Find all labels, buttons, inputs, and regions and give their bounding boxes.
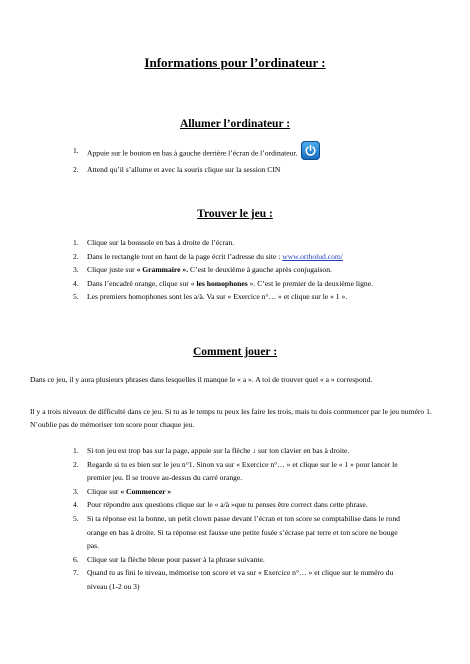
item-text: Dans l’encadré orange, clique sur « bbox=[87, 278, 197, 288]
list-item: 3. Clique juste sur « Grammaire ». C’est le deuxième à gauche après conjugaison. bbox=[73, 265, 332, 275]
list-item: 7. Quand tu as fini le niveau, mémorise ton score et va sur « Exercice n°… » et clique sur le numéro du niveau (1-2 ou 3) bbox=[0, 566, 402, 593]
item-text: Clique sur la boussole en bas à droite de l’écran. bbox=[87, 238, 235, 247]
heading-trouver: Trouver le jeu : bbox=[197, 208, 273, 220]
list-item: 3. Clique sur « Commencer » bbox=[73, 486, 172, 496]
item-bold: les homophones bbox=[196, 278, 248, 288]
paragraph-niveaux: Il y a trois niveaux de difficulté dans ce jeu. Si tu as le temps tu peux les faire les trois, mais tu dois commencer par le jeu numéro 1. N’oublie pas de mémoriser ton score pour chaque jeu. bbox=[30, 407, 432, 429]
item-text: Clique sur la flèche bleue pour passer à la phrase suivante. bbox=[87, 554, 265, 564]
item-bold: « Grammaire ». bbox=[136, 265, 189, 275]
item-text: Appuie sur le bouton en bas à gauche derrière l’écran de l’ordinateur. bbox=[87, 148, 298, 158]
list-item: 5. Si ta réponse est la bonne, un petit clown passe devant l’écran et ton score se comptabilise dans le rond orange en bas à droite. Si ta réponse est fausse une petite fusée s’écrase par terre et ton score ne bouge pas. bbox=[0, 512, 402, 553]
item-text: Quand tu as fini le niveau, mémorise ton score et va sur « Exercice n°… » et clique sur le numéro du niveau (1-2 ou 3) bbox=[87, 568, 394, 591]
list-jouer bbox=[0, 444, 402, 594]
item-text: Pour répondre aux questions clique sur le « a/à »que tu penses être correct dans cette phrase. bbox=[87, 500, 368, 510]
list-item: 2. Attend qu’il s’allume et avec la souris clique sur la session CIN bbox=[0, 163, 402, 177]
item-text: Si ton jeu est trop bas sur la page, appuie sur la flèche ↓ sur ton clavier en bas à droite. bbox=[87, 446, 350, 455]
item-text: C’est le deuxième à gauche après conjugaison. bbox=[188, 265, 332, 275]
page-title: Informations pour l’ordinateur : bbox=[144, 55, 326, 70]
item-text: Dans le rectangle tout en haut de la page écrit l’adresse du site : bbox=[87, 251, 283, 261]
item-bold: « Commencer » bbox=[120, 486, 172, 496]
list-item: 4. Dans l’encadré orange, clique sur « les homophones ». C’est le premier de la deuxième ligne. bbox=[73, 278, 373, 288]
item-text: Si ta réponse est la bonne, un petit clown passe devant l’écran et ton score se comptabilise dans le rond orange en bas à droite. Si ta réponse est fausse une petite fusée s’écrase par terre et ton score ne bouge pas. bbox=[87, 513, 400, 551]
item-text: Regarde si tu es bien sur le jeu n°1. Sinon va sur « Exercice n°… » et clique sur le « 1 » pour lancer le premier jeu. Il se trouve au-dessus du carré orange. bbox=[87, 459, 398, 483]
list-item: 1. Si ton jeu est trop bas sur la page, appuie sur la flèche ↓ sur ton clavier en bas à droite. bbox=[0, 444, 402, 458]
list-item: 5. Les premiers homophones sont les a/à. Va sur « Exercice n°… » et clique sur le « 1 ». bbox=[0, 290, 402, 304]
list-item: 1. Appuie sur le bouton en bas à gauche derrière l’écran de l’ordinateur. bbox=[0, 144, 402, 163]
list-item: 1. Clique sur la boussole en bas à droite de l’écran. bbox=[0, 236, 402, 250]
list-trouver bbox=[0, 236, 402, 304]
item-text: ». C’est le premier de la deuxième ligne. bbox=[247, 278, 373, 288]
item-text: Les premiers homophones sont les a/à. Va sur « Exercice n°… » et clique sur le « 1 ». bbox=[87, 292, 348, 302]
power-button-icon bbox=[301, 141, 320, 160]
list-item: 4. Pour répondre aux questions clique sur le « a/à »que tu penses être correct dans cette phrase. bbox=[0, 498, 402, 512]
heading-jouer: Comment jouer : bbox=[192, 346, 278, 358]
list-item: 6. Clique sur la flèche bleue pour passer à la phrase suivante. bbox=[0, 553, 402, 567]
heading-allumer: Allumer l’ordinateur : bbox=[179, 118, 291, 130]
list-item: 2. Dans le rectangle tout en haut de la page écrit l’adresse du site : www.ortholud.com/ bbox=[73, 251, 343, 261]
paragraph-intro: Dans ce jeu, il y aura plusieurs phrases dans lesquelles il manque le « a ». A toi de trouver quel « a » correspond. bbox=[30, 375, 373, 384]
item-text: Clique sur bbox=[87, 486, 121, 496]
item-text: Clique juste sur bbox=[87, 265, 137, 275]
site-link[interactable]: www.ortholud.com/ bbox=[282, 251, 343, 261]
item-text: Attend qu’il s’allume et avec la souris clique sur la session CIN bbox=[87, 165, 281, 174]
list-item: 2. Regarde si tu es bien sur le jeu n°1. Sinon va sur « Exercice n°… » et clique sur le « 1 » pour lancer le premier jeu. Il se trouve au-dessus du carré orange. bbox=[0, 458, 402, 485]
list-allumer bbox=[0, 144, 402, 177]
